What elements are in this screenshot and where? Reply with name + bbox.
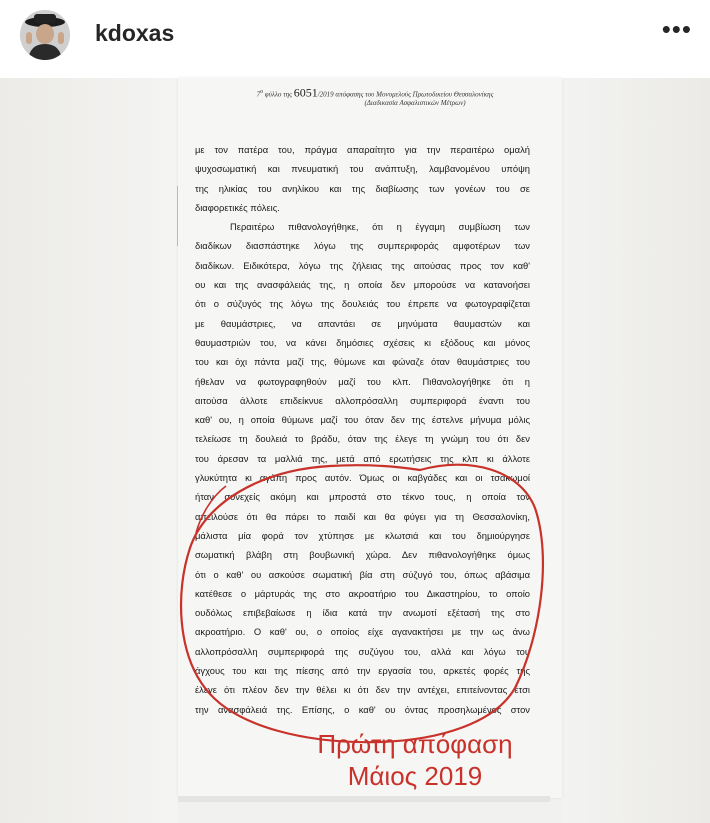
document-line: κατέθεσε ο μάρτυράς της στο ακροατήριο του Δικαστηρίου, το οποίο	[195, 587, 530, 599]
document-line: της ηλικίας του ανηλίκου και της διαβίωσης των γονέων του σε	[195, 182, 530, 194]
document-line: με θαυμάστριες, να απαντάει σε μηνύματα θαυμαστών και	[195, 317, 530, 329]
username[interactable]: kdoxas	[95, 20, 175, 46]
annotation-line-2: Μάιος 2019	[347, 761, 483, 791]
document-line: τελείωσε τη δουλειά το βράδυ, όταν της έλεγε τη γνώμη του ότι δεν	[195, 433, 530, 445]
document-line: με τον πατέρα του, πράγμα απαραίτητο για την περαιτέρω ομαλή	[195, 144, 530, 155]
document-line: ότι ο σύζυγός της λόγω της δουλειάς του έπρεπε να φωτογραφίζεται	[195, 298, 530, 310]
document-line: την ανασφάλειά της. Επίσης, ο καθ' ου όντας προσηλωμένος στον	[195, 703, 530, 715]
profile-photo	[20, 10, 70, 60]
header-prefix: 7	[256, 90, 261, 99]
document-line: του άρεσαν τα μαλλιά της, μετά από ερωτήσεις της κλπ κι άλλοτε	[195, 452, 530, 464]
handwritten-case-number: 6051	[293, 85, 318, 100]
header-rest: /2019 απόφασης του Μονομελούς Πρωτοδικείου Θεσσαλονίκης	[317, 90, 494, 99]
handwritten-annotation	[290, 728, 540, 792]
document-line: μάλιστα μία φορά τον χτύπησε με κλωτσιά και του δημιούργησε	[195, 529, 530, 541]
document-line: ακροατήριο. Ο καθ' ου, ο οποίος είχε αγανακτήσει με την ως άνω	[195, 626, 530, 638]
document-line: άγχους του και της πίεσης από την εργασία του, αρκετές φορές της	[195, 665, 530, 677]
document-line: γλυκύτητα κι αγάπη προς αυτόν. Όμως οι καβγάδες και οι τσακωμοί	[195, 472, 530, 484]
document-line: ήταν συνεχείς ακόμη και μπροστά στο τέκνο τους, η οποία τον	[195, 491, 530, 503]
document-line: ψυχοσωματική και πνευματική του ανάπτυξη, λαμβανομένου υπόψη	[195, 163, 530, 175]
document-line: ουδόλως επιβεβαίωσε η ίδια κατά την ανωμοτί εξέτασή της στο	[195, 607, 530, 619]
document-line: καθ' ου, η οποία θύμωνε μαζί του όταν δεν της έστελνε μήνυμα μόλις	[195, 414, 530, 426]
more-options-icon[interactable]: •••	[661, 14, 692, 44]
document-line: διαφορετικές πόλεις.	[195, 201, 280, 213]
document-line: ότι ο καθ' ου ασκούσε σωματική βία στη σύζυγό του, όπως αβάσιμα	[195, 568, 530, 580]
document-line: απειλούσε ότι θα πάρει το παιδί και θα φύγει για τη Θεσσαλονίκη,	[195, 510, 530, 522]
post-header	[0, 0, 710, 78]
document-line: θαυμαστριών του, να κάνει δημόσιες σχέσεις κι εξόδους και μόνος	[195, 336, 530, 348]
annotation-line-1: Πρώτη απόφαση	[317, 729, 513, 759]
document-line: έλεγε ότι πλέον δεν την θέλει κι ότι δεν την αντέχει, επιτείνοντας έτσι	[195, 684, 530, 696]
document-line: του και όχι πάντα μαζί της, θύμωνε και φώναζε όταν θαυμάστριες του	[195, 356, 530, 368]
red-highlight-oval	[0, 78, 710, 823]
header-filio: φύλλο της	[264, 90, 292, 99]
document-line: ήθελαν να φωτογραφηθούν μαζί του κλπ. Πιθανολογήθηκε ότι η	[195, 375, 530, 387]
document-line: σωματική βλάβη στη βουβωνική χώρα. Δεν πιθανολογήθηκε όμως	[195, 549, 530, 561]
post-image	[0, 78, 710, 823]
document-line: αλλοπρόσαλλη συμπεριφορά της συζύγου του, αλλά και λόγω του	[195, 645, 530, 657]
document-line: διαδίκων. Ειδικότερα, λόγω της ζήλειας της αιτούσας προς τον καθ'	[195, 259, 530, 271]
header-subtitle: (Διαδικασία Ασφαλιστικών Μέτρων)	[364, 99, 466, 108]
avatar[interactable]	[20, 10, 70, 60]
document-line: Περαιτέρω πιθανολογήθηκε, ότι η έγγαμη συμβίωση των	[230, 221, 530, 233]
document-line: ου και της ανασφάλειάς της, η οποία δεν μπορούσε να κατανοήσει	[195, 279, 530, 291]
document-line: αιτούσα άλλοτε επιδείκνυε αλλοπρόσαλλη συμπεριφορά έναντι του	[195, 394, 530, 406]
header-sup: ο	[260, 89, 263, 95]
document-line: διαδίκων διασπάστηκε λόγω της συμπεριφοράς αμφοτέρων των	[195, 240, 530, 252]
